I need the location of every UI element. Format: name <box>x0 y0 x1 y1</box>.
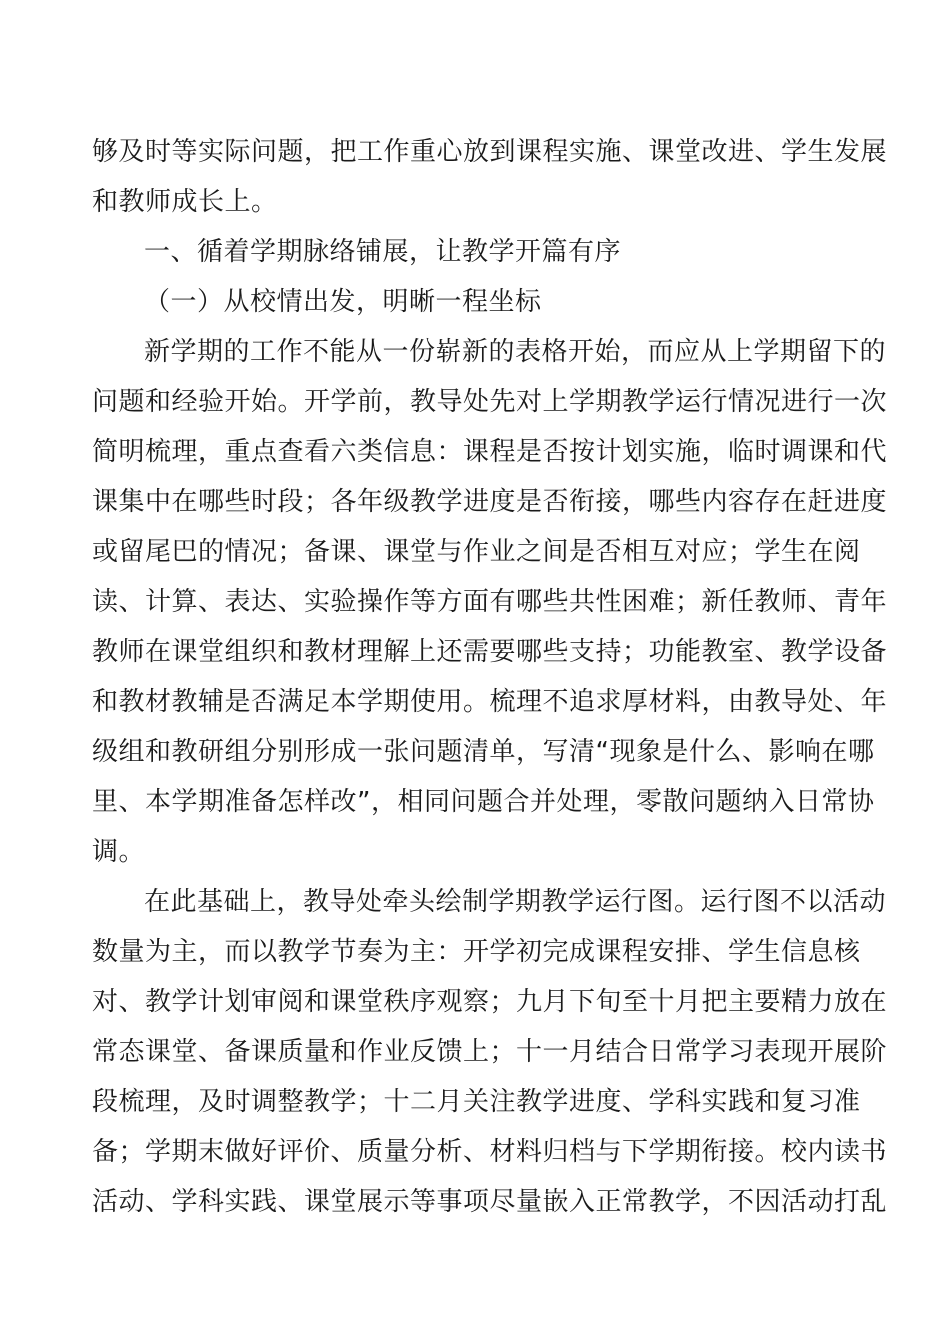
text-line: 里、本学期准备怎样改”，相同问题合并处理，零散问题纳入日常协 <box>92 787 875 817</box>
text-line: 读、计算、表达、实验操作等方面有哪些共性困难；新任教师、青年 <box>92 587 888 617</box>
text-line: 教师在课堂组织和教材理解上还需要哪些支持；功能教室、教学设备 <box>92 637 888 667</box>
paragraph-first-line: 新学期的工作不能从一份崭新的表格开始，而应从上学期留下的 <box>144 337 887 367</box>
section-heading: 一、循着学期脉络铺展，让教学开篇有序 <box>144 237 622 267</box>
text-line: 备；学期末做好评价、质量分析、材料归档与下学期衔接。校内读书 <box>92 1137 888 1167</box>
text-line: 调。 <box>92 837 146 867</box>
text-line: 简明梳理，重点查看六类信息：课程是否按计划实施，临时调课和代 <box>92 437 888 467</box>
text-line: 常态课堂、备课质量和作业反馈上；十一月结合日常学习表现开展阶 <box>92 1037 888 1067</box>
text-line: 对、教学计划审阅和课堂秩序观察；九月下旬至十月把主要精力放在 <box>92 987 888 1017</box>
paragraph-first-line: 在此基础上，教导处牵头绘制学期教学运行图。运行图不以活动 <box>144 887 887 917</box>
text-line: 够及时等实际问题，把工作重心放到课程实施、课堂改进、学生发展 <box>92 137 888 167</box>
text-line: 级组和教研组分别形成一张问题清单，写清“现象是什么、影响在哪 <box>92 737 875 767</box>
text-line: 和教师成长上。 <box>92 187 278 217</box>
text-line: 数量为主，而以教学节奏为主：开学初完成课程安排、学生信息核 <box>92 937 861 967</box>
subsection-heading: （一）从校情出发，明晰一程坐标 <box>144 287 542 317</box>
text-line: 课集中在哪些时段；各年级教学进度是否衔接，哪些内容存在赶进度 <box>92 487 888 517</box>
text-line: 和教材教辅是否满足本学期使用。梳理不追求厚材料，由教导处、年 <box>92 687 888 717</box>
text-line: 问题和经验开始。开学前，教导处先对上学期教学运行情况进行一次 <box>92 387 888 417</box>
text-line: 段梳理，及时调整教学；十二月关注教学进度、学科实践和复习准 <box>92 1087 861 1117</box>
text-line: 活动、学科实践、课堂展示等事项尽量嵌入正常教学，不因活动打乱 <box>92 1187 888 1217</box>
text-line: 或留尾巴的情况；备课、课堂与作业之间是否相互对应；学生在阅 <box>92 537 861 567</box>
